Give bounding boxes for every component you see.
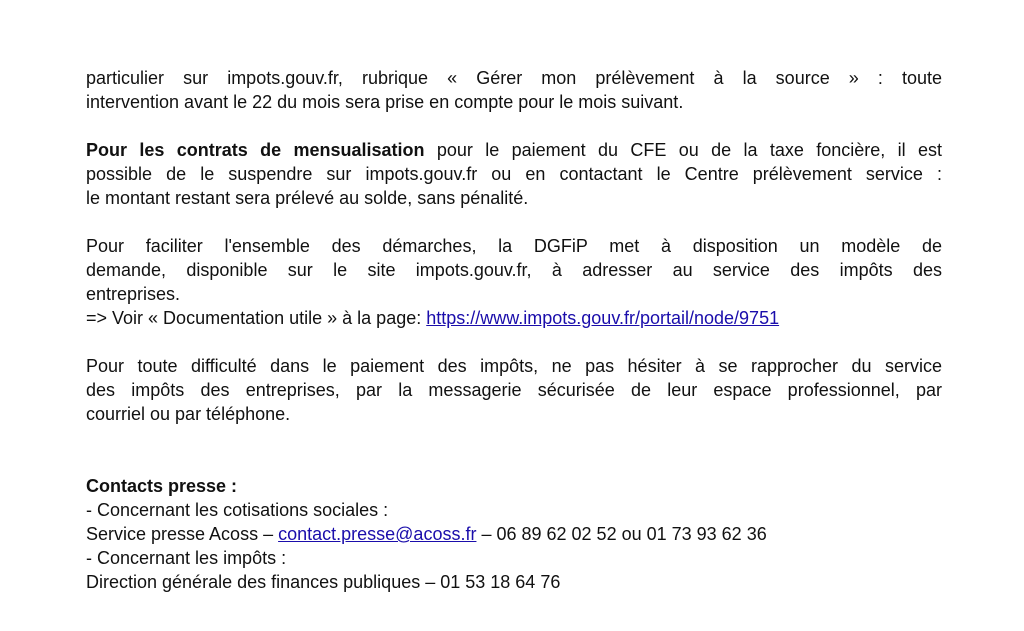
text-line: des impôts des entreprises, par la messagerie sécurisée de leur espace professionnel, par xyxy=(86,380,942,400)
social-contributions-label: - Concernant les cotisations sociales : xyxy=(86,500,389,520)
paragraph-difficulties xyxy=(86,354,942,426)
paragraph-demarches xyxy=(86,234,942,330)
text-fragment: => Voir « Documentation utile » à la page: xyxy=(86,308,427,328)
document-page xyxy=(86,66,942,594)
text-line: Pour toute difficulté dans le paiement des impôts, ne pas hésiter à se rapprocher du service xyxy=(86,356,942,376)
text-line: demande, disponible sur le site impots.gouv.fr, à adresser au service des impôts des xyxy=(86,260,942,280)
taxes-label: - Concernant les impôts : xyxy=(86,548,287,568)
spacer xyxy=(86,450,942,474)
acoss-contact-line xyxy=(86,522,942,546)
text-fragment: – 06 89 62 02 52 ou 01 73 93 62 36 xyxy=(476,524,767,544)
bold-lead: Pour les contrats de mensualisation xyxy=(86,140,425,160)
text-line xyxy=(86,138,942,162)
text-line: courriel ou par téléphone. xyxy=(86,404,291,424)
contacts-title: Contacts presse : xyxy=(86,476,238,496)
text-fragment: pour le paiement du CFE ou de la taxe foncière, il est xyxy=(424,140,942,160)
text-line: entreprises. xyxy=(86,284,181,304)
text-fragment: Service presse Acoss – xyxy=(86,524,279,544)
text-line xyxy=(86,306,942,330)
text-line: le montant restant sera prélevé au solde, sans pénalité. xyxy=(86,188,529,208)
paragraph-withholding xyxy=(86,66,942,114)
text-line: intervention avant le 22 du mois sera prise en compte pour le mois suivant. xyxy=(86,92,684,112)
text-line: Pour faciliter l'ensemble des démarches, la DGFiP met à disposition un modèle de xyxy=(86,236,942,256)
text-line: particulier sur impots.gouv.fr, rubrique « Gérer mon prélèvement à la source » : toute xyxy=(86,68,942,88)
press-contacts xyxy=(86,474,942,594)
paragraph-mensualisation xyxy=(86,138,942,210)
acoss-email-link[interactable]: contact.presse@acoss.fr xyxy=(278,524,477,544)
dgfip-contact-line: Direction générale des finances publiques – 01 53 18 64 76 xyxy=(86,572,561,592)
documentation-link[interactable]: https://www.impots.gouv.fr/portail/node/9751 xyxy=(426,308,780,328)
text-line: possible de le suspendre sur impots.gouv.fr ou en contactant le Centre prélèvement service : xyxy=(86,164,942,184)
